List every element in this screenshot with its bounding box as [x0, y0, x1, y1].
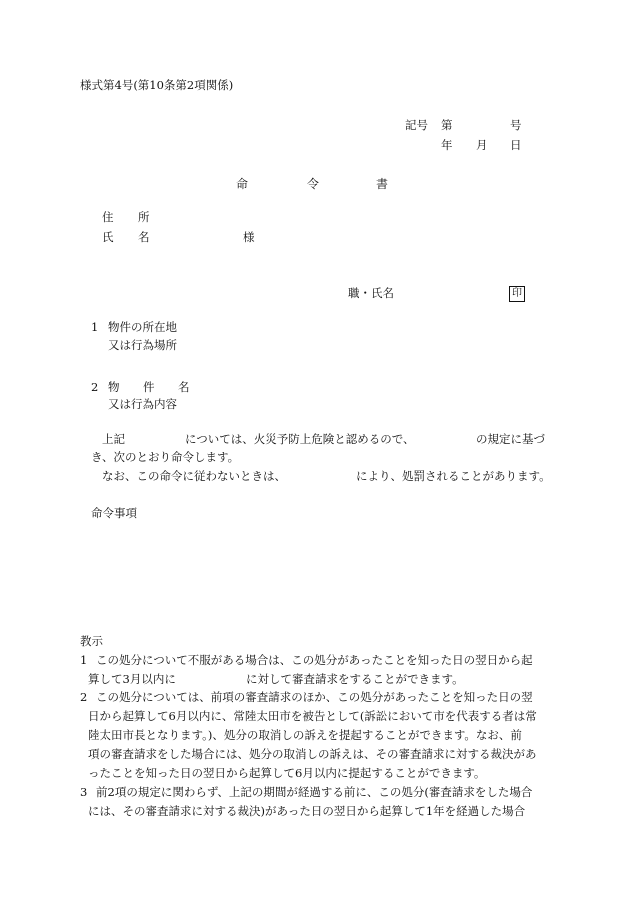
notice-3-line-1: 前2項の規定に関わらず、上記の期間が経過する前に、この処分(審査請求をした場合: [96, 785, 533, 799]
title-char-3: 書: [376, 177, 389, 191]
notice-1-line-2b: に対して審査請求をすることができます。: [246, 672, 464, 686]
notice-title: 教示: [80, 634, 103, 648]
issuer-label: 職・氏名: [348, 286, 394, 300]
date-month: 月: [476, 138, 488, 152]
address-label-2: 所: [138, 210, 150, 224]
body-danger-text: については、火災予防上危険と認めるので、: [185, 432, 415, 446]
notice-2-line-4: 項の審査請求をした場合には、処分の取消しの訴えは、その審査請求に対する裁決があ: [88, 747, 537, 761]
body-above: 上記: [102, 432, 125, 446]
form-number: 様式第4号(第10条第2項関係): [80, 78, 234, 92]
body-penalty-a: なお、この命令に従わないときは、: [102, 469, 286, 483]
notice-3-number: 3: [80, 785, 88, 799]
date-year: 年: [441, 138, 453, 152]
record-number-dai: 第: [441, 118, 453, 132]
title-char-2: 令: [307, 177, 320, 191]
honorific: 様: [243, 230, 255, 244]
notice-3-line-2: には、その審査請求に対する裁決)があった日の翌日から起算して1年を経過した場合: [88, 804, 526, 818]
date-day: 日: [510, 138, 522, 152]
notice-2-line-1: この処分については、前項の審査請求のほか、この処分があったことを知った日の翌: [96, 690, 533, 704]
notice-2-line-5: ったことを知った日の翌日から起算して6月以内に提起することができます。: [88, 766, 486, 780]
notice-2-line-2: 日から起算して6月以内に、常陸太田市を被告として(訴訟において市を代表する者は常: [88, 709, 537, 723]
record-number-go: 号: [510, 118, 522, 132]
title-char-1: 命: [236, 177, 249, 191]
body-order-text: き、次のとおり命令します。: [91, 450, 240, 464]
notice-1-line-2a: 算して3月以内に: [88, 672, 176, 686]
notice-1-line-1: この処分について不服がある場合は、この処分があったことを知った日の翌日から起: [96, 653, 533, 667]
notice-2-line-3: 陸太田市長となります。)、処分の取消しの訴えを提起することができます。なお、前: [88, 728, 522, 742]
notice-2-number: 2: [80, 690, 88, 704]
notice-1-number: 1: [80, 653, 88, 667]
seal-mark: 印: [509, 286, 525, 302]
body-provision-text: の規定に基づ: [476, 432, 545, 446]
item-1-number: 1: [91, 320, 99, 334]
item-2-char-2: 件: [143, 380, 155, 394]
name-label-2: 名: [138, 230, 150, 244]
item-2-number: 2: [91, 380, 99, 394]
item-2-sublabel: 又は行為内容: [108, 397, 177, 411]
item-1-label: 物件の所在地: [108, 320, 177, 334]
address-label-1: 住: [102, 210, 114, 224]
record-number-label: 記号: [405, 118, 428, 132]
item-1-sublabel: 又は行為場所: [108, 338, 177, 352]
name-label-1: 氏: [102, 230, 114, 244]
item-2-char-3: 名: [178, 380, 190, 394]
body-penalty-b: により、処罰されることがあります。: [356, 469, 551, 483]
item-2-char-1: 物: [108, 380, 120, 394]
orders-label: 命令事項: [91, 506, 137, 520]
